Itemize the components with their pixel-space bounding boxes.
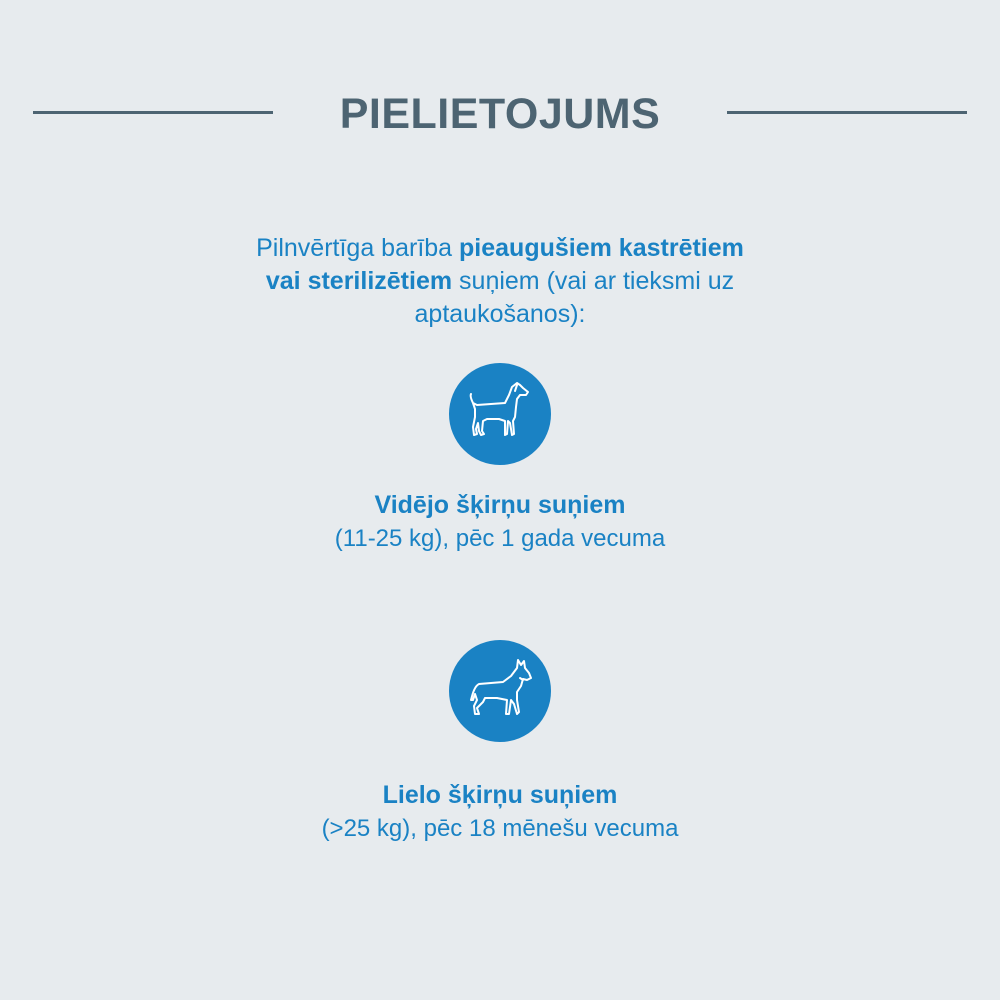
medium-breed-desc: (11-25 kg), pēc 1 gada vecuma bbox=[334, 525, 666, 552]
intro-text bbox=[200, 232, 800, 331]
intro-bold2: vai sterilizētiem bbox=[265, 267, 453, 295]
large-breed-desc: (>25 kg), pēc 18 mēnešu vecuma bbox=[321, 815, 679, 842]
large-breed-label bbox=[0, 779, 1000, 845]
medium-dog-icon bbox=[449, 363, 551, 465]
intro-bold1: pieaugušiem kastrētiem bbox=[459, 234, 744, 262]
header-line-right bbox=[727, 111, 967, 114]
intro-part2: suņiem (vai ar tieksmi uz bbox=[452, 267, 735, 295]
large-breed-name: Lielo šķirņu suņiem bbox=[382, 781, 618, 809]
page-title: PIELIETOJUMS bbox=[339, 90, 661, 138]
medium-breed-name: Vidējo šķirņu suņiem bbox=[374, 491, 626, 519]
medium-breed-label bbox=[0, 489, 1000, 555]
large-dog-icon bbox=[449, 640, 551, 742]
intro-part3: aptaukošanos): bbox=[414, 300, 586, 328]
intro-part1: Pilnvērtīga barība bbox=[256, 234, 460, 262]
